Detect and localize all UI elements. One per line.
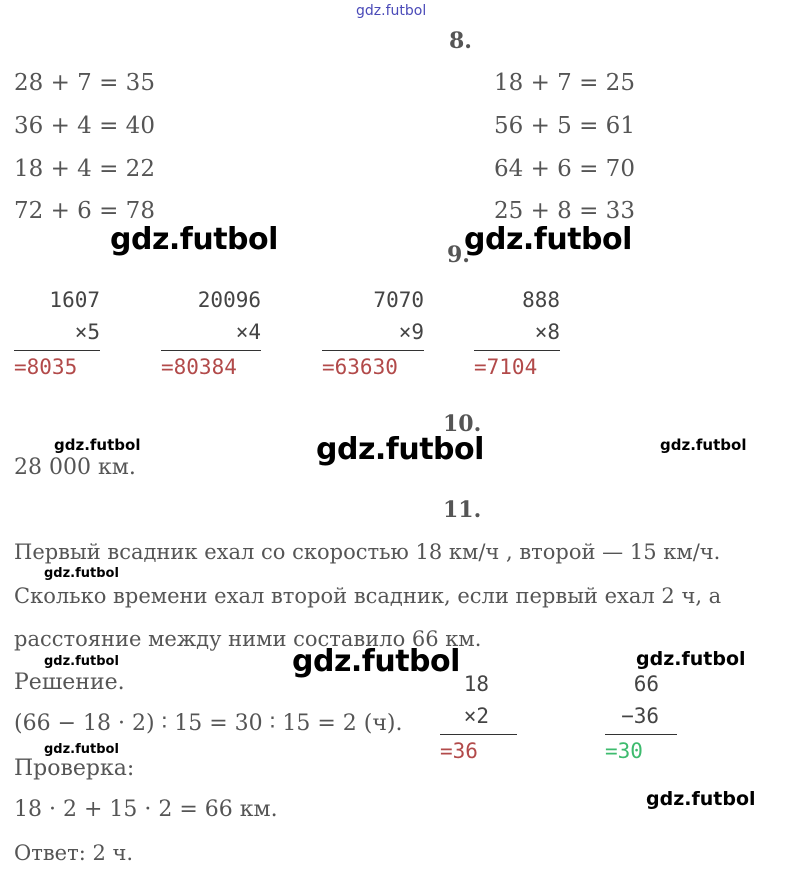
product: =36 — [440, 739, 478, 763]
multiplier: ×4 — [235, 320, 261, 344]
difference: =30 — [605, 739, 643, 763]
task-8-equation: 18 + 7 = 25 — [494, 70, 635, 96]
column-multiplication — [474, 284, 560, 383]
check-expression: 18 · 2 + 15 · 2 = 66 км. — [14, 797, 278, 822]
multiplicand: 20096 — [197, 288, 261, 312]
multiplier: ×5 — [74, 320, 100, 344]
column-multiplication — [440, 668, 517, 767]
multiplier: ×9 — [398, 320, 424, 344]
task-11-number: 11. — [443, 497, 482, 523]
task-10-answer: 28 000 км. — [14, 455, 136, 480]
problem-text: Сколько времени ехал второй всадник, если первый ехал 2 ч, а — [14, 584, 722, 608]
task-9-number: 9. — [447, 242, 470, 268]
problem-text: расстояние между ними составило 66 км. — [14, 627, 482, 651]
task-8-equation: 25 + 8 = 33 — [494, 198, 635, 224]
task-8-equation: 72 + 6 = 78 — [14, 198, 155, 224]
task-8-equation: 36 + 4 = 40 — [14, 113, 155, 139]
column-multiplication — [322, 284, 424, 383]
subtrahend: −36 — [621, 704, 659, 728]
watermark: gdz.futbol — [660, 436, 747, 454]
watermark: gdz.futbol — [110, 222, 278, 257]
watermark: gdz.futbol — [44, 566, 119, 581]
solution-label: Решение. — [14, 670, 125, 695]
watermark: gdz.futbol — [636, 648, 746, 670]
multiplier: ×8 — [534, 320, 560, 344]
answer: Ответ: 2 ч. — [14, 841, 134, 865]
multiplicand: 888 — [522, 288, 560, 312]
watermark: gdz.futbol — [292, 644, 460, 679]
multiplicand: 18 — [463, 672, 489, 696]
problem-text: Первый всадник ехал со скоростью 18 км/ч , второй — 15 км/ч. — [14, 540, 721, 564]
watermark: gdz.futbol — [356, 3, 427, 19]
watermark: gdz.futbol — [316, 432, 484, 467]
task-8-equation: 28 + 7 = 35 — [14, 70, 155, 96]
watermark: gdz.futbol — [464, 222, 632, 257]
multiplicand: 7070 — [373, 288, 424, 312]
multiplier: ×2 — [463, 704, 489, 728]
minuend: 66 — [633, 672, 659, 696]
product: =80384 — [161, 355, 237, 379]
watermark: gdz.futbol — [44, 742, 119, 757]
watermark: gdz.futbol — [54, 436, 141, 454]
multiplicand: 1607 — [49, 288, 100, 312]
task-10-number: 10. — [443, 411, 482, 437]
task-8-equation: 64 + 6 = 70 — [494, 156, 635, 182]
solution-expression: (66 − 18 · 2) ∶ 15 = 30 ∶ 15 = 2 (ч). — [14, 711, 403, 736]
product: =63630 — [322, 355, 398, 379]
task-8-number: 8. — [449, 28, 472, 54]
task-8-equation: 56 + 5 = 61 — [494, 113, 635, 139]
watermark: gdz.futbol — [646, 788, 756, 810]
column-subtraction — [605, 668, 677, 767]
check-label: Проверка: — [14, 756, 135, 781]
product: =7104 — [474, 355, 538, 379]
column-multiplication — [161, 284, 261, 383]
product: =8035 — [14, 355, 78, 379]
task-8-equation: 18 + 4 = 22 — [14, 156, 155, 182]
column-multiplication — [14, 284, 100, 383]
watermark: gdz.futbol — [44, 654, 119, 669]
